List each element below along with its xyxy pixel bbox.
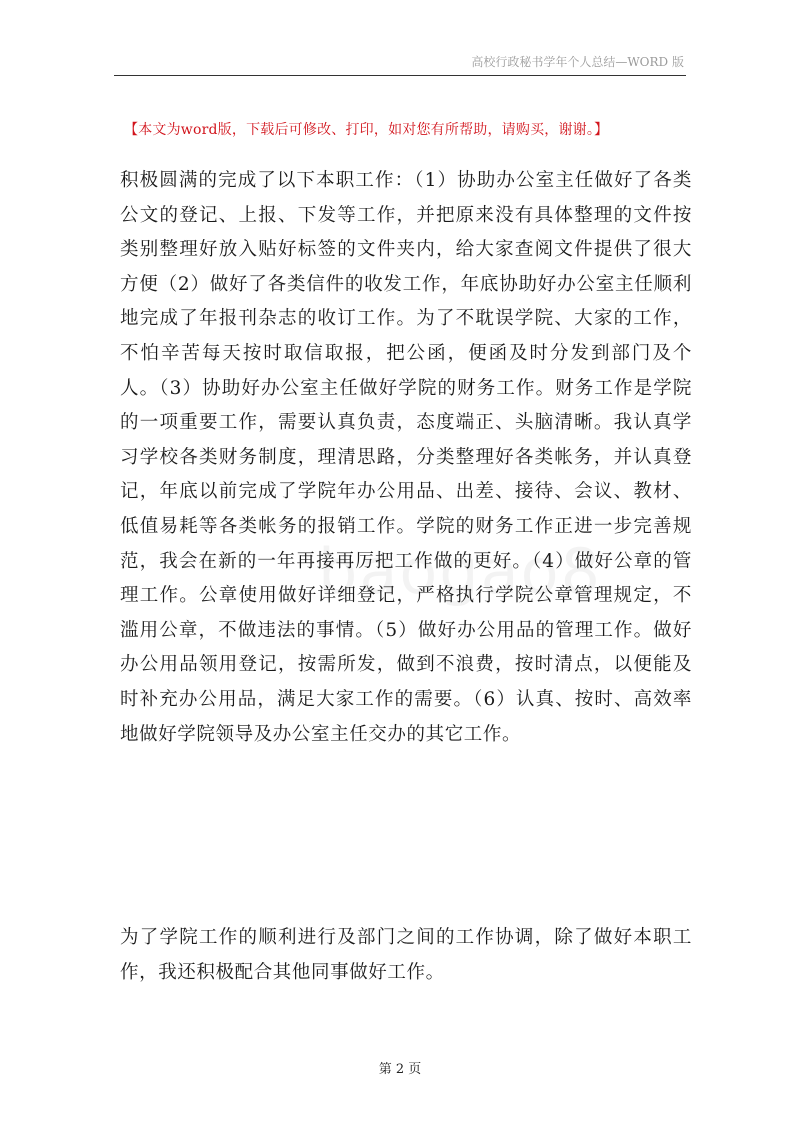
header-divider — [114, 75, 686, 76]
body-paragraph-2: 为了学院工作的顺利进行及部门之间的工作协调，除了做好本职工作，我还积极配合其他同事做好工作。 — [120, 927, 692, 983]
download-notice: 【本文为word版，下载后可修改、打印，如对您有所帮助，请购买，谢谢。】 — [124, 122, 609, 138]
header-title: 高校行政秘书学年个人总结—WORD 版 — [471, 55, 684, 69]
page-number: 第 2 页 — [378, 1062, 422, 1077]
body-paragraph-1: 积极圆满的完成了以下本职工作：（1）协助办公室主任做好了各类公文的登记、上报、下发等工作，并把原来没有具体整理的文件按类别整理好放入贴好标签的文件夹内，给大家查阅文件提供了很大方便（2）做好了各类信件的收发工作，年底协助好办公室主任顺利地完成了年报刊杂志的收订工作。为了不耽误学院、大家的工作，不怕辛苦每天按时取信取报，把公函，便函及时分发到部门及个人。（3）协助好办公室主任做好学院的财务工作。财务工作是学院的一项重要工作，需要认真负责，态度端正、头脑清晰。我认真学习学校各类财务制度，理清思路，分类整理好各类帐务，并认真登记，年底以前完成了学院年办公用品、出差、接待、会议、教材、低值易耗等各类帐务的报销工作。学院的财务工作正进一步完善规范，我会在新的一年再接再厉把工作做的更好。（4）做好公章的管理工作。公章使用做好详细登记，严格执行学院公章管理规定，不滥用公章，不做违法的事情。（5）做好办公用品的管理工作。做好办公用品领用登记，按需所发，做到不浪费，按时清点，以便能及时补充办公用品，满足大家工作的需要。（6）认真、按时、高效率地做好学院领导及办公室主任交办的其它工作。 — [120, 170, 692, 745]
